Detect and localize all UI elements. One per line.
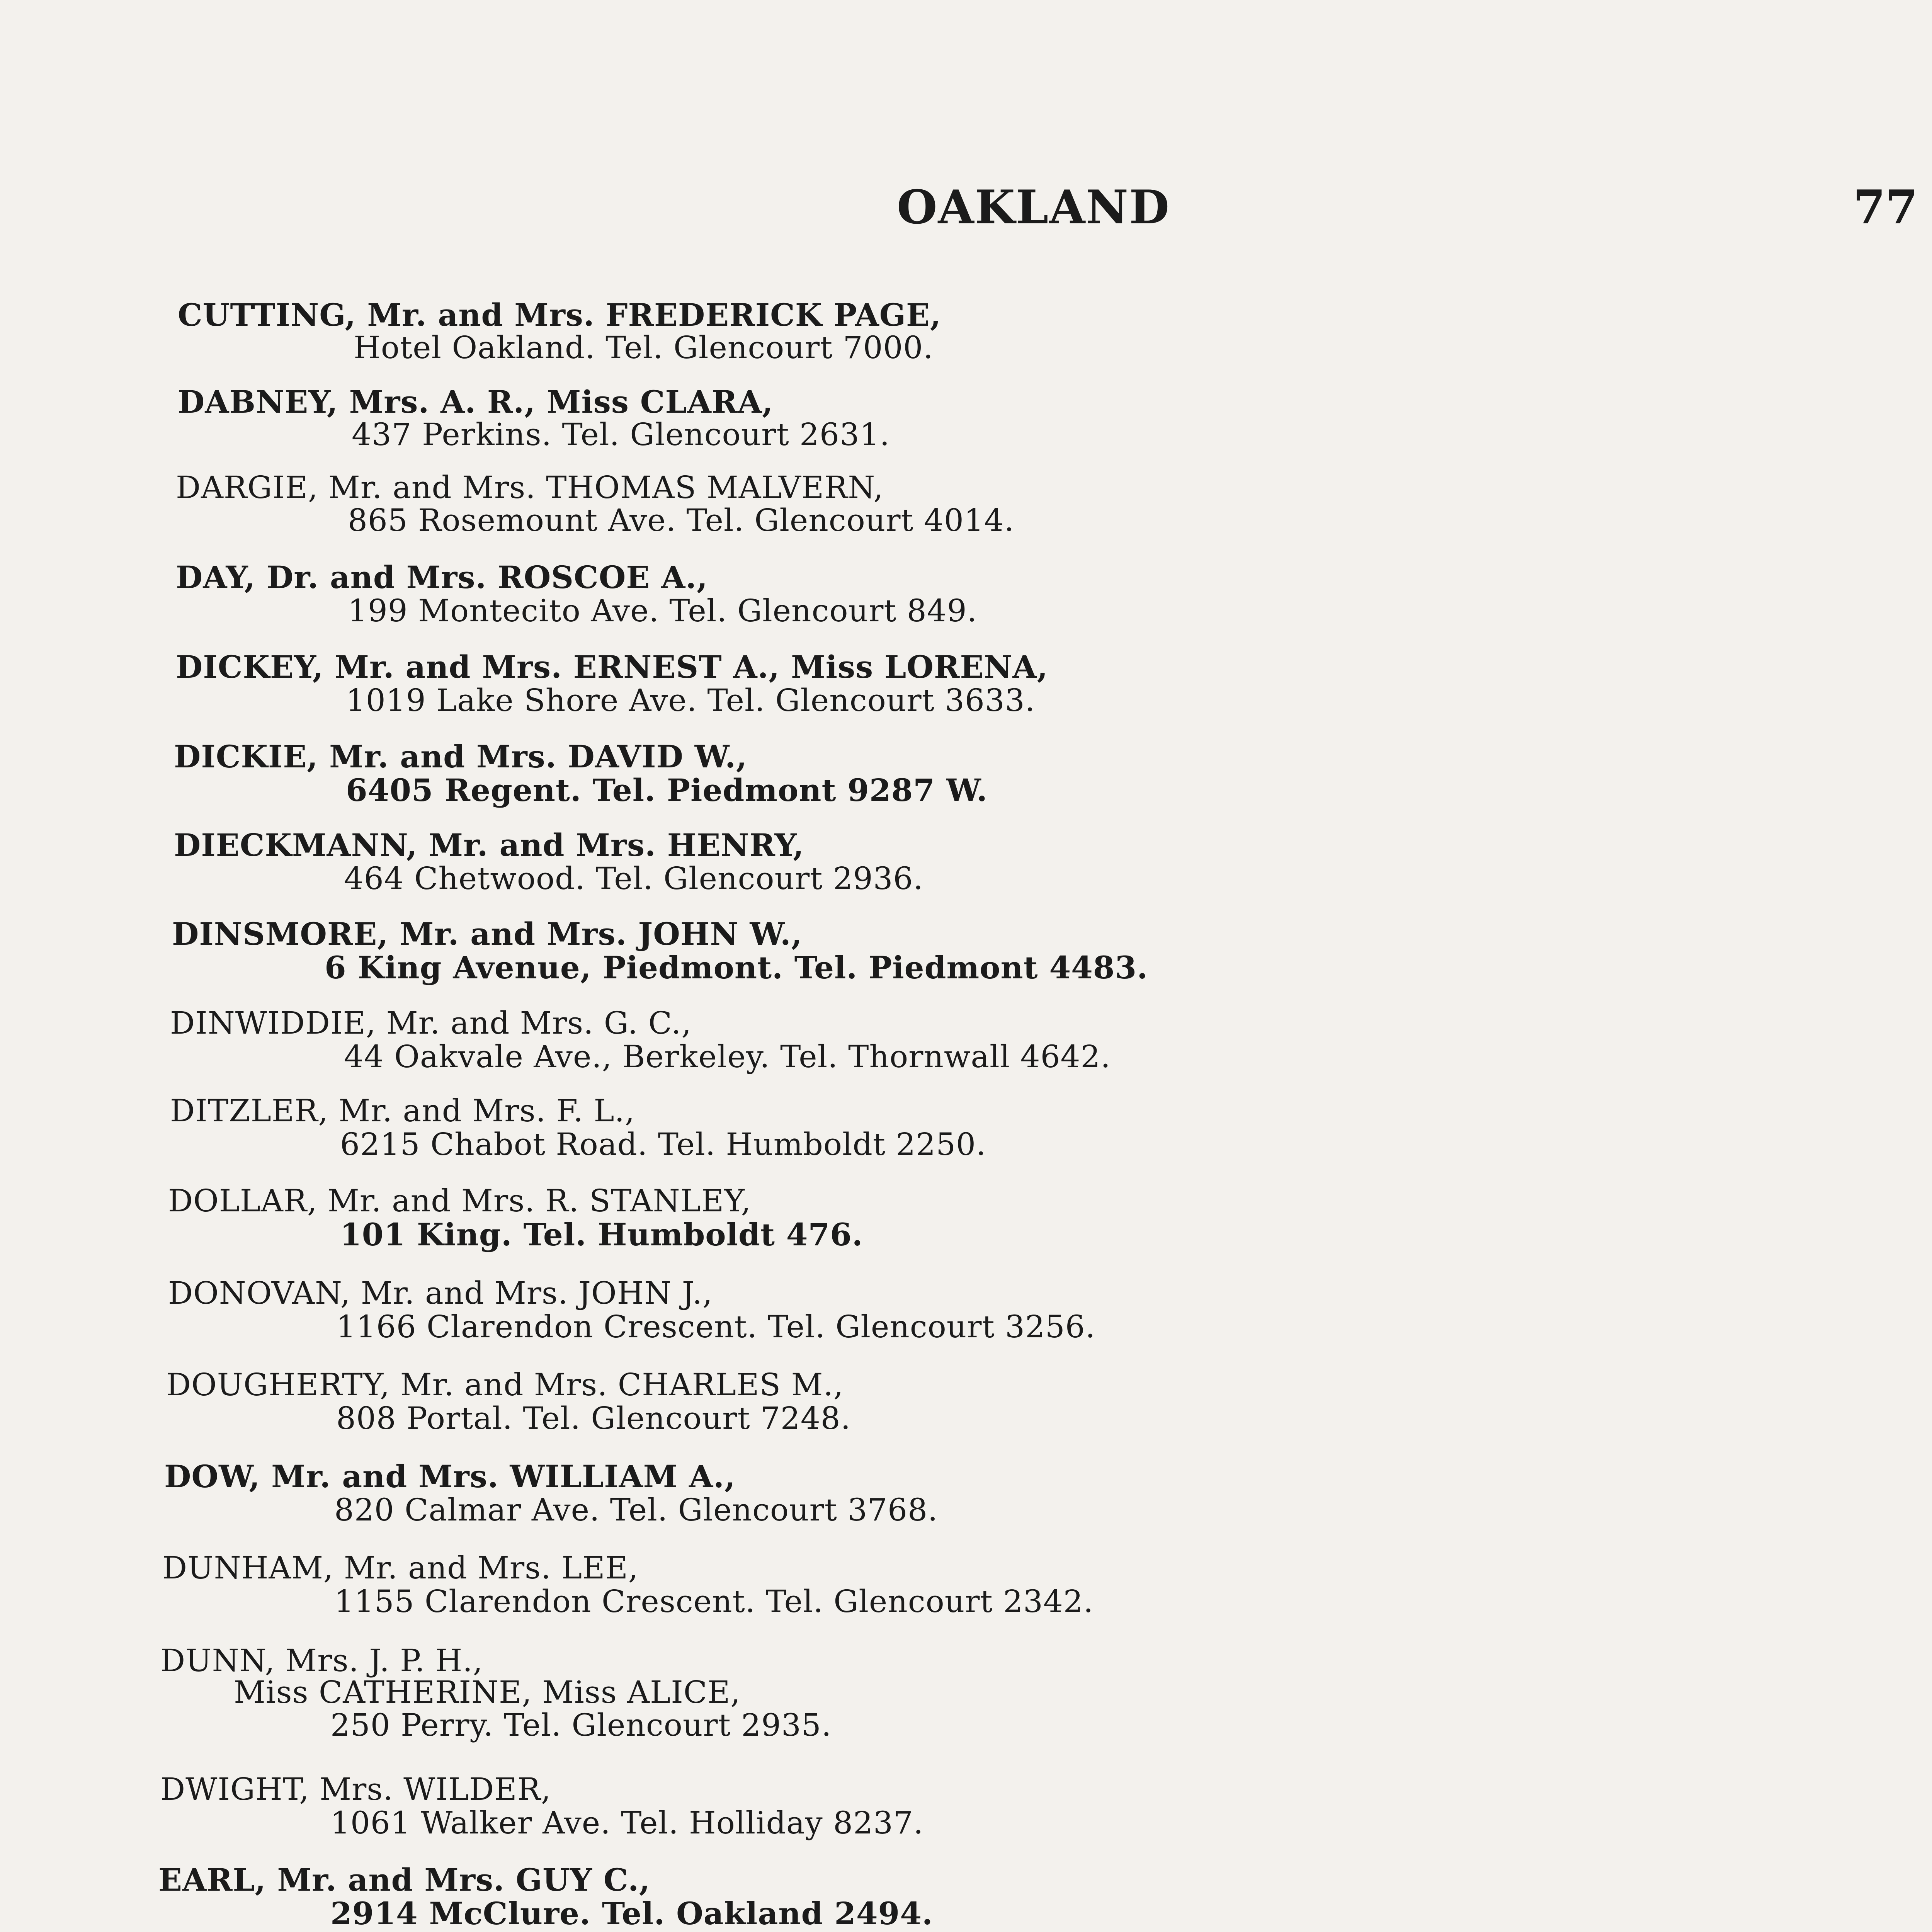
entry-address: 1166 Clarendon Crescent. Tel. Glencourt 3256. (336, 1309, 1096, 1345)
entry-address: 865 Rosemount Ave. Tel. Glencourt 4014. (348, 502, 1015, 538)
entry-address: 101 King. Tel. Humboldt 476. (340, 1216, 863, 1253)
page-header (0, 172, 1932, 250)
entry-name: DINWIDDIE, Mr. and Mrs. G. C., (170, 1005, 692, 1041)
entry-name: DUNHAM, Mr. and Mrs. LEE, (162, 1550, 639, 1586)
entry-name: DOW, Mr. and Mrs. WILLIAM A., (164, 1458, 736, 1495)
entry-address: 6215 Chabot Road. Tel. Humboldt 2250. (340, 1126, 986, 1162)
page-title: OAKLAND (897, 180, 1170, 235)
entry-address: 1155 Clarendon Crescent. Tel. Glencourt 2342. (334, 1583, 1094, 1619)
entry-address: 1061 Walker Ave. Tel. Holliday 8237. (330, 1805, 924, 1841)
entry-name: DIECKMANN, Mr. and Mrs. HENRY, (174, 827, 804, 863)
entry-name: DITZLER, Mr. and Mrs. F. L., (170, 1093, 635, 1129)
entry-address: 199 Montecito Ave. Tel. Glencourt 849. (348, 593, 978, 629)
entry-name: DOUGHERTY, Mr. and Mrs. CHARLES M., (166, 1367, 844, 1403)
entry-address: 437 Perkins. Tel. Glencourt 2631. (352, 417, 890, 452)
entry-address: 1019 Lake Shore Ave. Tel. Glencourt 3633. (346, 682, 1036, 718)
entry-address: 6405 Regent. Tel. Piedmont 9287 W. (346, 772, 988, 808)
entry-name: DONOVAN, Mr. and Mrs. JOHN J., (168, 1275, 713, 1311)
entry-name: DINSMORE, Mr. and Mrs. JOHN W., (172, 916, 803, 952)
entry-name: DICKIE, Mr. and Mrs. DAVID W., (174, 738, 747, 775)
entry-address: 2914 McClure. Tel. Oakland 2494. (330, 1895, 933, 1932)
entry-name: DICKEY, Mr. and Mrs. ERNEST A., Miss LORENA, (176, 649, 1048, 685)
entry-name: DWIGHT, Mrs. WILDER, (160, 1771, 551, 1807)
entry-address: 820 Calmar Ave. Tel. Glencourt 3768. (334, 1492, 938, 1528)
entry-address: Hotel Oakland. Tel. Glencourt 7000. (354, 330, 934, 366)
entry-name: EARL, Mr. and Mrs. GUY C., (158, 1862, 650, 1898)
entry-address: 250 Perry. Tel. Glencourt 2935. (330, 1707, 832, 1743)
entry-name: CUTTING, Mr. and Mrs. FREDERICK PAGE, (178, 297, 941, 333)
entry-name: DAY, Dr. and Mrs. ROSCOE A., (176, 559, 708, 595)
entry-extra: Miss CATHERINE, Miss ALICE, (234, 1674, 741, 1710)
entry-name: DOLLAR, Mr. and Mrs. R. STANLEY, (168, 1183, 752, 1219)
entry-name: DABNEY, Mrs. A. R., Miss CLARA, (178, 384, 774, 420)
entry-address: 464 Chetwood. Tel. Glencourt 2936. (344, 861, 923, 896)
page-number: 77 (1853, 180, 1918, 235)
entry-name: DARGIE, Mr. and Mrs. THOMAS MALVERN, (176, 469, 884, 505)
entry-address: 6 King Avenue, Piedmont. Tel. Piedmont 4483. (325, 949, 1148, 986)
entry-name: DUNN, Mrs. J. P. H., (160, 1643, 483, 1679)
entry-address: 44 Oakvale Ave., Berkeley. Tel. Thornwall 4642. (344, 1039, 1111, 1075)
entry-address: 808 Portal. Tel. Glencourt 7248. (336, 1400, 851, 1436)
